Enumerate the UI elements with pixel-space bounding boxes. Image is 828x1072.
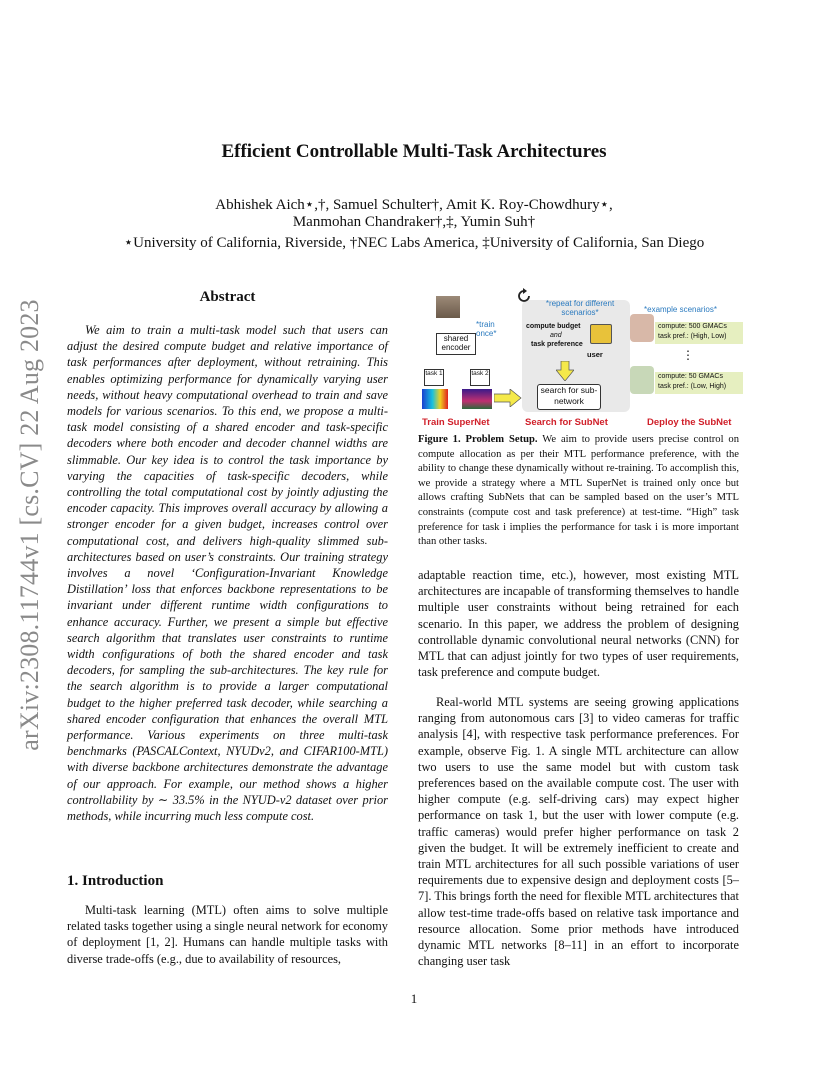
shared-encoder-box: shared encoder <box>436 333 476 355</box>
task1-output-depth-map <box>422 389 448 409</box>
arrow-down-icon <box>556 361 574 381</box>
compute-budget-label: compute budget <box>526 323 581 330</box>
task-preference-label: task preference <box>531 341 583 348</box>
figure-1 <box>418 288 748 430</box>
task2-box: task 2 <box>470 369 490 386</box>
scenario-2-compute: compute: 50 GMACs <box>658 373 723 380</box>
figure-caption <box>418 433 739 550</box>
scenario-1-pref: task pref.: (High, Low) <box>658 333 727 340</box>
paper-title: Efficient Controllable Multi-Task Architectures <box>221 141 607 162</box>
repeat-icon <box>516 288 532 304</box>
caption-text: We aim to provide users precise control on compute allocation as per their MTL performance preference, with the ability to change these dynamically without re-training. To accomplish this, we provide a strategy where a MTL SuperNet is trained only once but allows crafting SubNets that can be sampled based on the user’s MTL constraints (compute cost and task preference) at test-time. “High” task preference for task i implies the performance for task i is more important than other tasks. <box>418 434 739 548</box>
user-phone-icon <box>630 314 654 342</box>
intro-paragraph: Multi-task learning (MTL) often aims to solve multiple related tasks together using a single neural network for economy of deployment [1, 2]. Humans can handle multiple tasks with diverse trade-offs (e.g., due to availability of resources, <box>67 903 388 966</box>
example-scenarios-label: *example scenarios* <box>644 305 717 314</box>
authors-line-1: Abhishek Aich⋆,†, Samuel Schulter†, Amit K. Roy-Chowdhury⋆, <box>215 197 613 213</box>
abstract-text: We aim to train a multi-task model such that users can adjust the desired compute budget and relative importance of task performances after deployment, without retraining. This enables optimizing performance for dynamically varying user needs, without heavy computational overhead to train and save models for various scenarios. To this end, we propose a multi-task model consisting of a shared encoder and task-specific decoders where both encoder and decoder channel widths are slimmable. Our key idea is to control the task importance by varying the capacities of task-specific decoders, while controlling the total computational cost by jointly adjusting the encoder capacity. This improves overall accuracy by allowing a stronger encoder for a given budget, increases control over computational cost, and delivers high-quality slimmed sub-architectures based on user’s constraints. Our training strategy involves a novel ‘Configuration-Invariant Knowledge Distillation’ loss that enforces backbone representations to be invariant under different runtime width configurations to enhance accuracy. Further, we present a simple but effective search algorithm that translates user constraints to runtime width configurations of both the shared encoder and task decoders, for sampling the sub-architectures. The key rule for the search algorithm is to provide a larger computational budget to the higher preferred task decoder, while searching a shared encoder configuration that enhances the overall MTL performance. Various experiments on three multi-task benchmarks (PASCALContext, NYUDv2, and CIFAR100-MTL) with diverse backbone architectures demonstrate the advantage of our approach. For example, our method shows a higher controllability by ∼ 33.5% in the NYUD-v2 dataset over prior methods, while incurring much less compute cost. <box>67 323 388 824</box>
control-panel-icon <box>590 324 612 344</box>
arrow-right-icon <box>494 389 522 407</box>
scenario-1-compute: compute: 500 GMACs <box>658 323 727 330</box>
scenario-2-pref: task pref.: (Low, High) <box>658 383 727 390</box>
task2-output-seg-map <box>462 389 492 409</box>
user-label: user <box>587 350 603 359</box>
caption-bold: Figure 1. Problem Setup. <box>418 434 538 445</box>
label-search-subnet: Search for SubNet <box>525 417 608 428</box>
abstract-heading: Abstract <box>199 289 256 305</box>
body-paragraph-2: Real-world MTL systems are seeing growing applications ranging from autonomous cars [3] to video cameras for traffic analysis [4], with respective task performance preferences. For example, observe Fig. 1. A single MTL architecture can allow two users to use the same model but with custom task preferences based on the available compute cost. The user with higher compute (e.g. self-driving cars) may expect higher performance on task 1, but the user with lower compute (e.g. traffic cameras) would prefer higher performance on task 2 given the budget. It will be extremely inefficient to create and train MTL architectures for all such possible variations of user requirements due to expensive design and deployment costs [5–7]. This brings forth the need for flexible MTL architectures that allow test-time trade-offs based on relative task importance and resource allocation. Some prior methods have introduced dynamic MTL networks [8–11] in an effort to incorporate changing user task <box>418 695 739 969</box>
label-deploy-subnet: Deploy the SubNet <box>647 417 732 428</box>
page-number: 1 <box>410 991 418 1006</box>
authors-line-2: Manmohan Chandraker†,‡, Yumin Suh† <box>292 214 536 230</box>
task1-box: task 1 <box>424 369 444 386</box>
input-image-thumbnail <box>436 296 460 318</box>
train-once-label: *train once* <box>476 320 497 338</box>
repeat-label: *repeat for different scenarios* <box>545 299 615 317</box>
body-paragraph-1: adaptable reaction time, etc.), however, most existing MTL architectures are incapable of transforming themselves to handle multiple user constraints without being retrained for each scenario. In this paper, we address the problem of designing controllable dynamic convolutional neural networks (CNN) for MTL that can adjust jointly for two types of user requirements, task preference and compute budget. <box>418 568 739 680</box>
and-label: and <box>550 332 562 339</box>
search-subnetwork-box: search for sub-network <box>537 384 601 410</box>
intro-heading: 1. Introduction <box>67 873 164 889</box>
label-train-supernet: Train SuperNet <box>422 417 490 428</box>
arxiv-stamp: arXiv:2308.11744v1 [cs.CV] 22 Aug 2023 <box>15 299 44 751</box>
traffic-camera-icon <box>630 366 654 394</box>
ellipsis-dots: ⋮ <box>682 348 694 362</box>
affiliations: ⋆University of California, Riverside, †NEC Labs America, ‡University of California, San Diego <box>123 235 705 251</box>
